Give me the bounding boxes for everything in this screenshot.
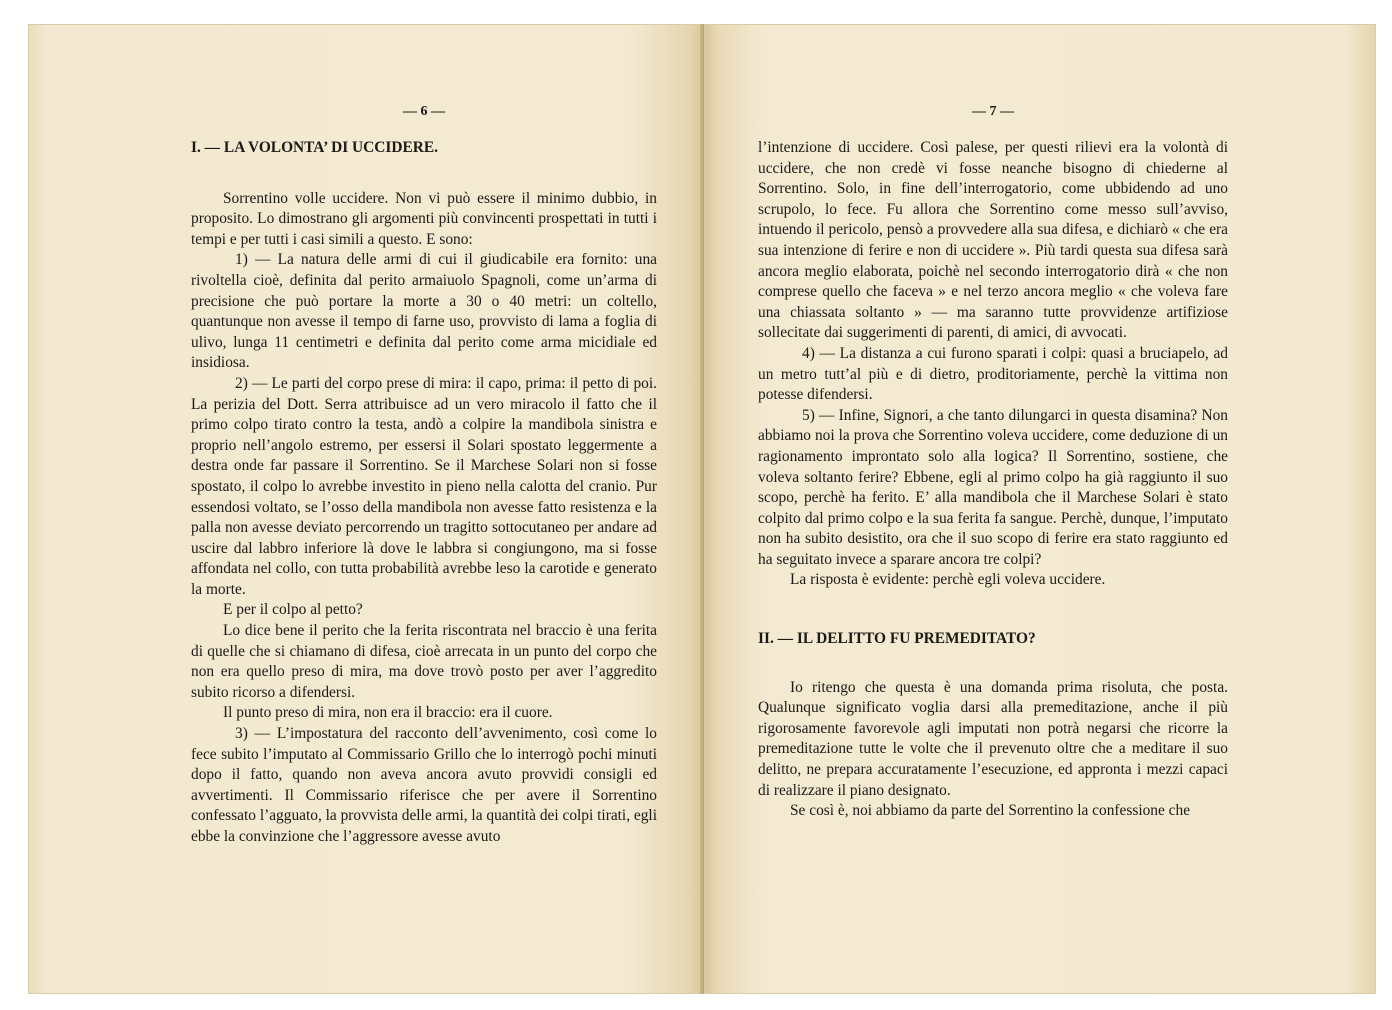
right-page xyxy=(704,24,1376,994)
page-number-right: — 7 — xyxy=(972,104,1014,119)
page-number-left: — 6 — xyxy=(403,104,445,119)
left-page-text xyxy=(191,102,657,848)
paragraph: 2) — Le parti del corpo prese di mira: il capo, prima: il petto di poi. La perizia del Dott. Serra attribuisce ad un vero miracolo il fatto che il primo colpo tirato contro la testa, andò a colpire la mandibola sinistra e proprio nell’angolo estremo, per essersi il Solari spostato leggermente a destra onde far passare il Sorrentino. Se il Marchese Solari non si fosse spostato, il colpo lo avrebbe investito in pieno nella calotta del cranio. Pur essendosi voltato, se l’osso della mandibola non avesse fatto resistenza e la palla non avesse deviato percorrendo un tragitto sottocutaneo per andare ad uscire dal labbro inferiore là dove le labbra si congiungono, ma si fosse affondata nel collo, con tutta probabilità avrebbe leso la carotide e generato la morte. xyxy=(191,374,657,598)
paragraph: La risposta è evidente: perchè egli voleva uccidere. xyxy=(790,571,1106,589)
paragraph: Lo dice bene il perito che la ferita riscontrata nel braccio è una ferita di quelle che si chiamano di difesa, cioè arrecata in un punto del corpo che non era quello preso di mira, ma dove trovò posto per aver l’aggredito subito ricorso a difendersi. xyxy=(191,622,657,701)
paragraph: 5) — Infine, Signori, a che tanto dilungarci in questa disamina? Non abbiamo noi la prova che Sorrentino voleva uccidere, come deduzione di un ragionamento improntato solo alla logica? Il Sorrentino, sostiene, che voleva soltanto ferire? Ebbene, egli al primo colpo ha già raggiunto il suo scopo, perchè ha ferito. E’ alla mandibola che il Marchese Solari è stato colpito dal primo colpo e la sua ferita fa sangue. Perchè, dunque, l’imputato non ha subito desistito, ora che il suo scopo di ferire era stato raggiunto ed ha seguitato invece a sparare ancora tre colpi? xyxy=(758,406,1228,568)
paragraph: l’intenzione di uccidere. Così palese, per questi rilievi era la volontà di uccidere, che non credè vi fosse neanche bisogno di chiederne al Sorrentino. Solo, in fine dell’interrogatorio, come ubbidendo ad uno scrupolo, lo fece. Fu allora che Sorrentino come messo sull’avviso, intuendo il pericolo, pensò a provvedere alla sua difesa, e dichiarò « che era sua intenzione di ferire e non di uccidere ». Più tardi questa sua difesa sarà ancora meglio elaborata, poichè nel secondo interrogatorio dirà « che non comprese quello che faceva » e nel terzo ancora meglio « che voleva fare una chiassata soltanto » — ma saranno tutte provvidenze artifiziose sollecitate dai suggerimenti di parenti, di amici, di avvocati. xyxy=(758,139,1228,342)
paragraph: E per il colpo al petto? xyxy=(223,601,363,619)
paragraph: Sorrentino volle uccidere. Non vi può essere il minimo dubbio, in proposito. Lo dimostrano gli argomenti più convincenti prospettati in tutti i tempi e per tutti i casi simili a questo. E sono: xyxy=(191,189,657,248)
right-page-text xyxy=(758,102,1228,822)
section-heading-2: II. — IL DELITTO FU PREMEDITATO? xyxy=(758,630,1036,648)
paragraph: Il punto preso di mira, non era il braccio: era il cuore. xyxy=(223,704,553,722)
paragraph: 4) — La distanza a cui furono sparati i colpi: quasi a bruciapelo, ad un metro tutt’al più e di dietro, proditoriamente, perchè la vittima non potesse difendersi. xyxy=(758,344,1228,404)
paragraph: 1) — La natura delle armi di cui il giudicabile era fornito: una rivoltella cioè, definita dal perito armaiuolo Spagnoli, come un’arma di precisione che può portare la morte a 30 o 40 metri: un coltello, quantunque non avesse il tempo di farne uso, provvisto di lama a foglia di ulivo, lunga 11 centimetri e definita dal perito come arma micidiale ed insidiosa. xyxy=(191,251,657,372)
paragraph: 3) — L’impostatura del racconto dell’avvenimento, così come lo fece subito l’imputato al Commissario Grillo che lo interrogò pochi minuti dopo il fatto, quando non aveva ancora avuto provvidi consigli ed avvertimenti. Il Commissario riferisce che per avere il Sorrentino confessato l’agguato, la provvista delle armi, la quantità dei colpi tirati, egli ebbe la convinzione che l’aggressore avesse avuto xyxy=(191,725,657,845)
left-page xyxy=(28,24,704,994)
section-heading-1: I. — LA VOLONTA’ DI UCCIDERE. xyxy=(191,139,438,156)
book-spread xyxy=(28,24,1376,994)
paragraph: Se così è, noi abbiamo da parte del Sorrentino la confessione che xyxy=(790,802,1191,820)
paragraph: Io ritengo che questa è una domanda prima risoluta, che posta. Qualunque significato voglia darsi alla premeditazione, anche il più rigorosamente favorevole agli imputati non potrà negarsi che ricorre la premeditazione tutte le volte che il prevenuto oltre che a meditare il suo delitto, ne prepara accuratamente l’esecuzione, ed appronta i mezzi capaci di realizzare il piano designato. xyxy=(758,678,1228,799)
